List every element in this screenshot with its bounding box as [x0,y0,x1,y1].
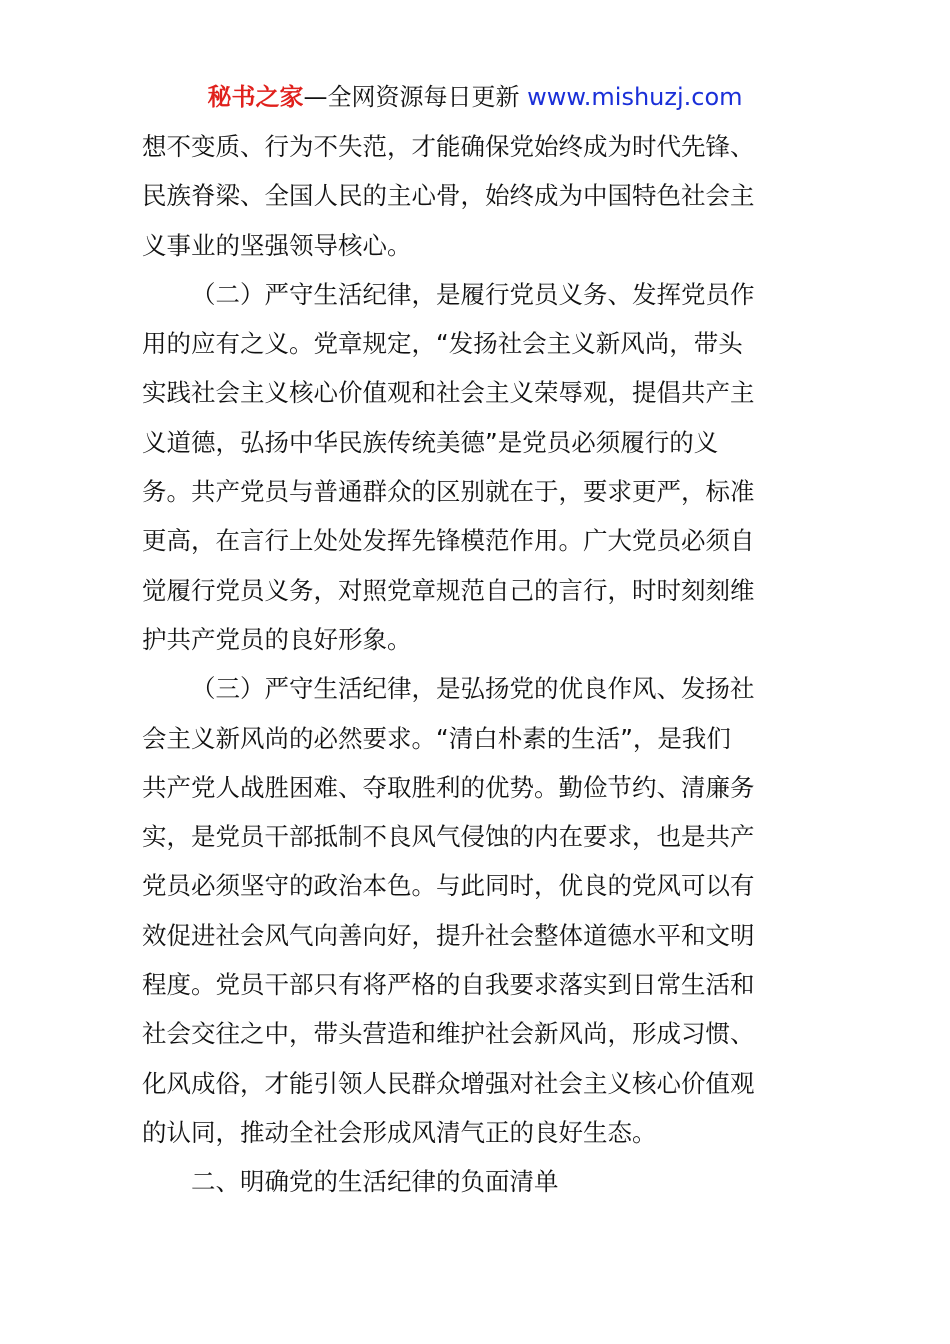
text-line: 护共产党员的良好形象。 [142,624,412,654]
page-header [0,80,950,114]
text-line: 化风成俗，才能引领人民群众增强对社会主义核心价值观 [142,1068,755,1098]
header-tagline: —全网资源每日更新 [303,83,520,111]
text-line: 觉履行党员义务，对照党章规范自己的言行，时时刻刻维 [142,575,755,605]
text-line: 党员必须坚守的政治本色。与此同时，优良的党风可以有 [142,871,755,901]
text-line: 民族脊梁、全国人民的主心骨，始终成为中国特色社会主 [142,181,755,211]
text-line: 的认同，推动全社会形成风清气正的良好生态。 [142,1117,657,1147]
text-line: 务。共产党员与普通群众的区别就在于，要求更严，标准 [142,477,755,507]
text-line: 义事业的坚强领导核心。 [142,230,412,260]
text-line: 义道德，弘扬中华民族传统美德”是党员必须履行的义 [142,427,719,457]
text-line: 更高，在言行上处处发挥先锋模范作用。广大党员必须自 [142,526,755,556]
brand-name: 秘书之家 [207,83,304,111]
text-line: 程度。党员干部只有将严格的自我要求落实到日常生活和 [142,970,755,1000]
paragraph-start-line: （三）严守生活纪律，是弘扬党的优良作风、发扬社 [191,674,755,704]
site-link[interactable]: www.mishuzj.com [527,83,743,111]
section-heading: 二、明确党的生活纪律的负面清单 [191,1167,559,1197]
text-line: 用的应有之义。党章规定，“发扬社会主义新风尚，带头 [142,329,743,359]
text-line: 实践社会主义核心价值观和社会主义荣辱观，提倡共产主 [142,378,755,408]
text-line: 会主义新风尚的必然要求。“清白朴素的生活”，是我们 [142,723,731,753]
text-line: 效促进社会风气向善向好，提升社会整体道德水平和文明 [142,920,755,950]
text-line: 社会交往之中，带头营造和维护社会新风尚，形成习惯、 [142,1019,755,1049]
document-body [142,122,812,1207]
text-line: 实，是党员干部抵制不良风气侵蚀的内在要求，也是共产 [142,822,755,852]
text-line: 共产党人战胜困难、夺取胜利的优势。勤俭节约、清廉务 [142,772,755,802]
text-line: 想不变质、行为不失范，才能确保党始终成为时代先锋、 [142,132,755,161]
paragraph-start-line: （二）严守生活纪律，是履行党员义务、发挥党员作 [191,279,755,309]
